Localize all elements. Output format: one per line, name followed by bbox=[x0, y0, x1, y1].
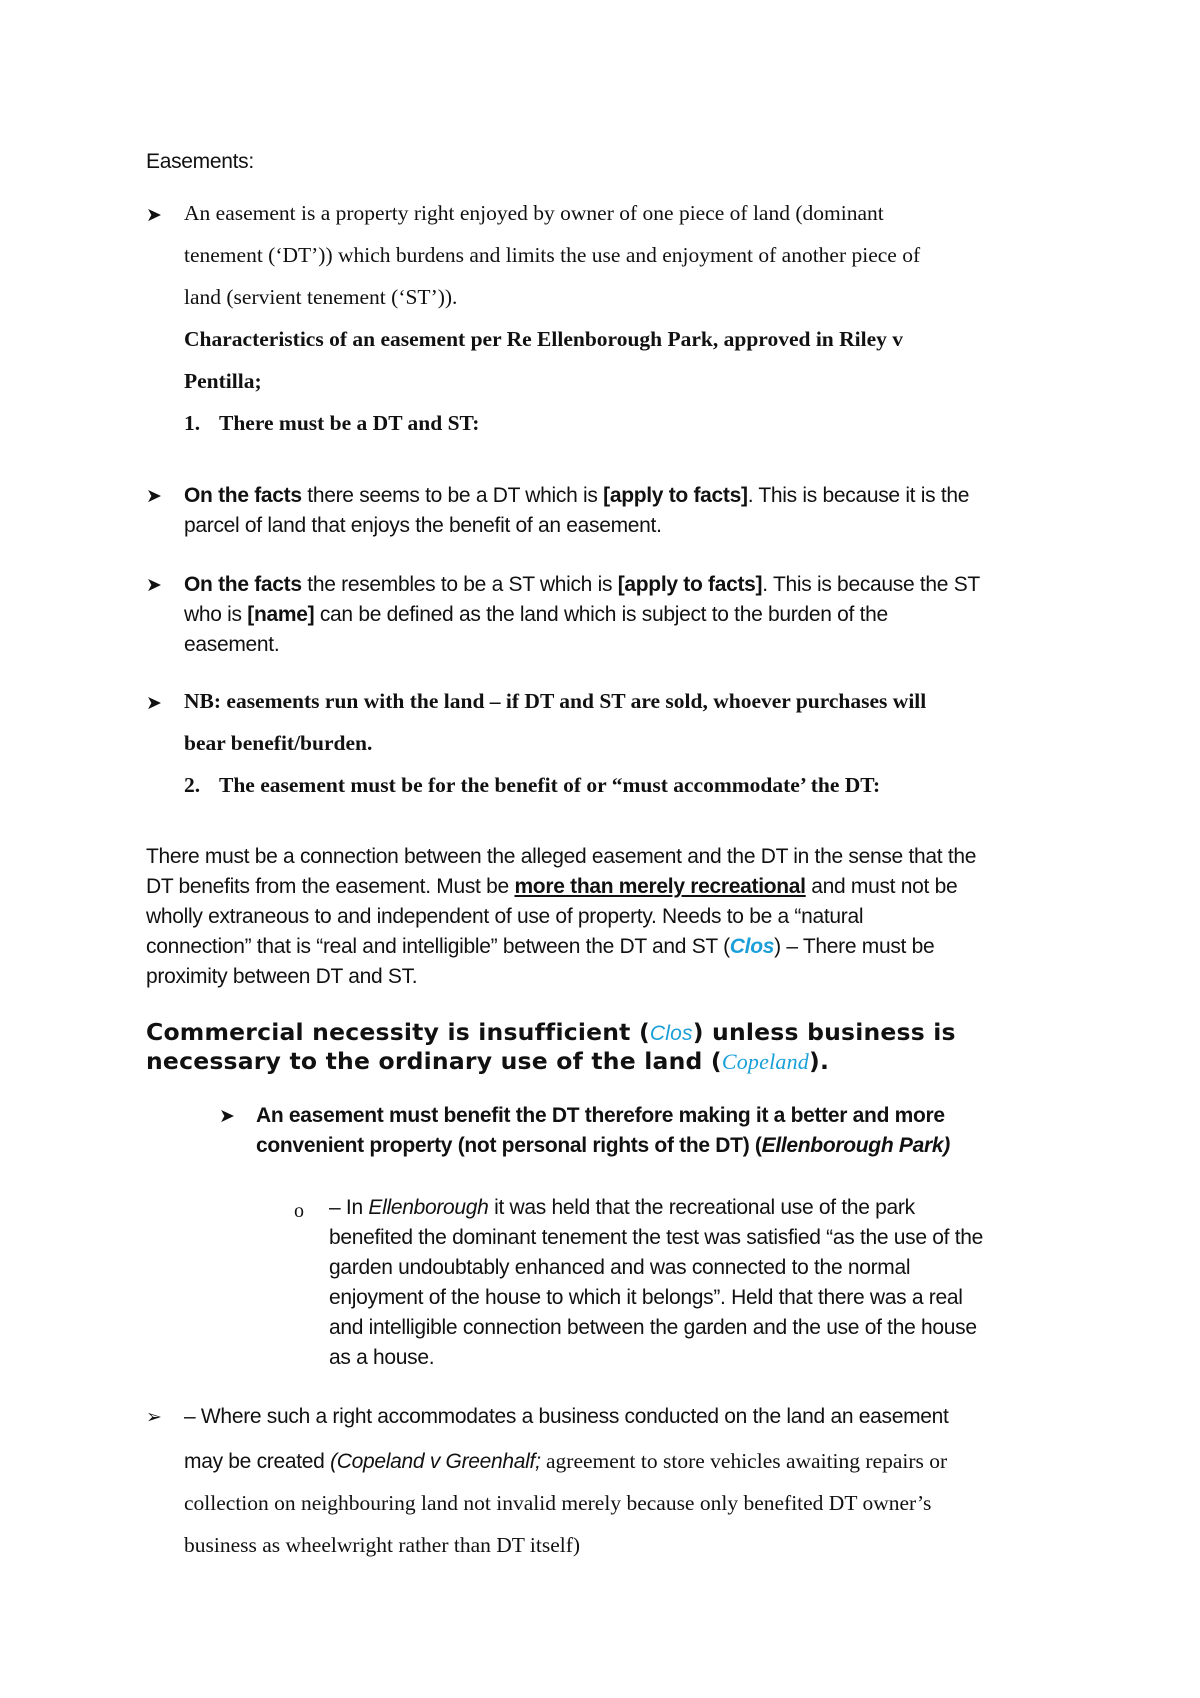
nb-bullet-line-1: NB: easements run with the land – if DT and ST are sold, whoever purchases will bbox=[184, 689, 927, 713]
benefit-bullet-line-1: An easement must benefit the DT therefore making it a better and more bbox=[256, 1104, 945, 1127]
connection-line-1: There must be a connection between the alleged easement and the DT in the sense that the bbox=[146, 845, 977, 868]
arrow-bullet-icon: ➤ bbox=[219, 1105, 235, 1127]
intro-line-2: tenement (‘DT’)) which burdens and limits the use and enjoyment of another piece of bbox=[184, 243, 921, 267]
dt-bullet-line-1: On the facts there seems to be a DT which is [apply to facts]. This is because it is the bbox=[184, 484, 970, 507]
ellenborough-line-3: garden undoubtably enhanced and was connected to the normal bbox=[329, 1256, 911, 1279]
dt-bullet-line-2: parcel of land that enjoys the benefit of an easement. bbox=[184, 514, 662, 537]
page-title: Easements: bbox=[146, 150, 254, 173]
arrow-bullet-icon: ➢ bbox=[146, 1406, 162, 1428]
business-line-4: business as wheelwright rather than DT itself) bbox=[184, 1533, 581, 1557]
st-bullet-line-1: On the facts the resembles to be a ST which is [apply to facts]. This is because the ST bbox=[184, 573, 980, 596]
ellenborough-line-6: as a house. bbox=[329, 1346, 435, 1369]
characteristics-line-2: Pentilla; bbox=[184, 369, 262, 393]
point-2-number: 2. bbox=[184, 773, 201, 797]
st-bullet-line-2: who is [name] can be defined as the land which is subject to the burden of the bbox=[184, 603, 888, 626]
point-1-text: There must be a DT and ST: bbox=[219, 411, 480, 435]
intro-line-3: land (servient tenement (‘ST’)). bbox=[184, 285, 458, 309]
commercial-heading-line-2: necessary to the ordinary use of the land (Copeland). bbox=[146, 1047, 830, 1075]
intro-line-1: An easement is a property right enjoyed by owner of one piece of land (dominant bbox=[184, 201, 884, 225]
benefit-bullet-line-2: convenient property (not personal rights of the DT) (Ellenborough Park) bbox=[256, 1134, 950, 1157]
arrow-bullet-icon: ➤ bbox=[146, 692, 162, 714]
ellenborough-line-2: benefited the dominant tenement the test was satisfied “as the use of the bbox=[329, 1226, 984, 1249]
business-line-2: may be created (Copeland v Greenhalf; agreement to store vehicles awaiting repairs or bbox=[184, 1449, 948, 1473]
arrow-bullet-icon: ➤ bbox=[146, 574, 162, 596]
connection-line-5: proximity between DT and ST. bbox=[146, 965, 418, 988]
connection-line-4: connection” that is “real and intelligible” between the DT and ST (Clos) – There must be bbox=[146, 935, 935, 958]
nb-bullet-line-2: bear benefit/burden. bbox=[184, 731, 373, 755]
circle-bullet-icon: o bbox=[294, 1200, 304, 1222]
connection-line-2: DT benefits from the easement. Must be more than merely recreational and must not be bbox=[146, 875, 958, 898]
ellenborough-line-1: – In Ellenborough it was held that the recreational use of the park bbox=[329, 1196, 915, 1219]
business-line-1: – Where such a right accommodates a business conducted on the land an easement bbox=[184, 1405, 949, 1428]
commercial-heading-line-1: Commercial necessity is insufficient (Clos) unless business is bbox=[146, 1018, 956, 1046]
characteristics-line-1: Characteristics of an easement per Re Ellenborough Park, approved in Riley v bbox=[184, 327, 904, 351]
business-line-3: collection on neighbouring land not invalid merely because only benefited DT owner’s bbox=[184, 1491, 932, 1515]
point-2-text: The easement must be for the benefit of or “must accommodate’ the DT: bbox=[219, 773, 881, 797]
arrow-bullet-icon: ➤ bbox=[146, 485, 162, 507]
ellenborough-line-5: and intelligible connection between the garden and the use of the house bbox=[329, 1316, 977, 1339]
arrow-bullet-icon: ➤ bbox=[146, 204, 162, 226]
point-1-number: 1. bbox=[184, 411, 201, 435]
ellenborough-line-4: enjoyment of the house to which it belongs”. Held that there was a real bbox=[329, 1286, 963, 1309]
connection-line-3: wholly extraneous to and independent of use of property. Needs to be a “natural bbox=[146, 905, 864, 928]
st-bullet-line-3: easement. bbox=[184, 633, 280, 656]
